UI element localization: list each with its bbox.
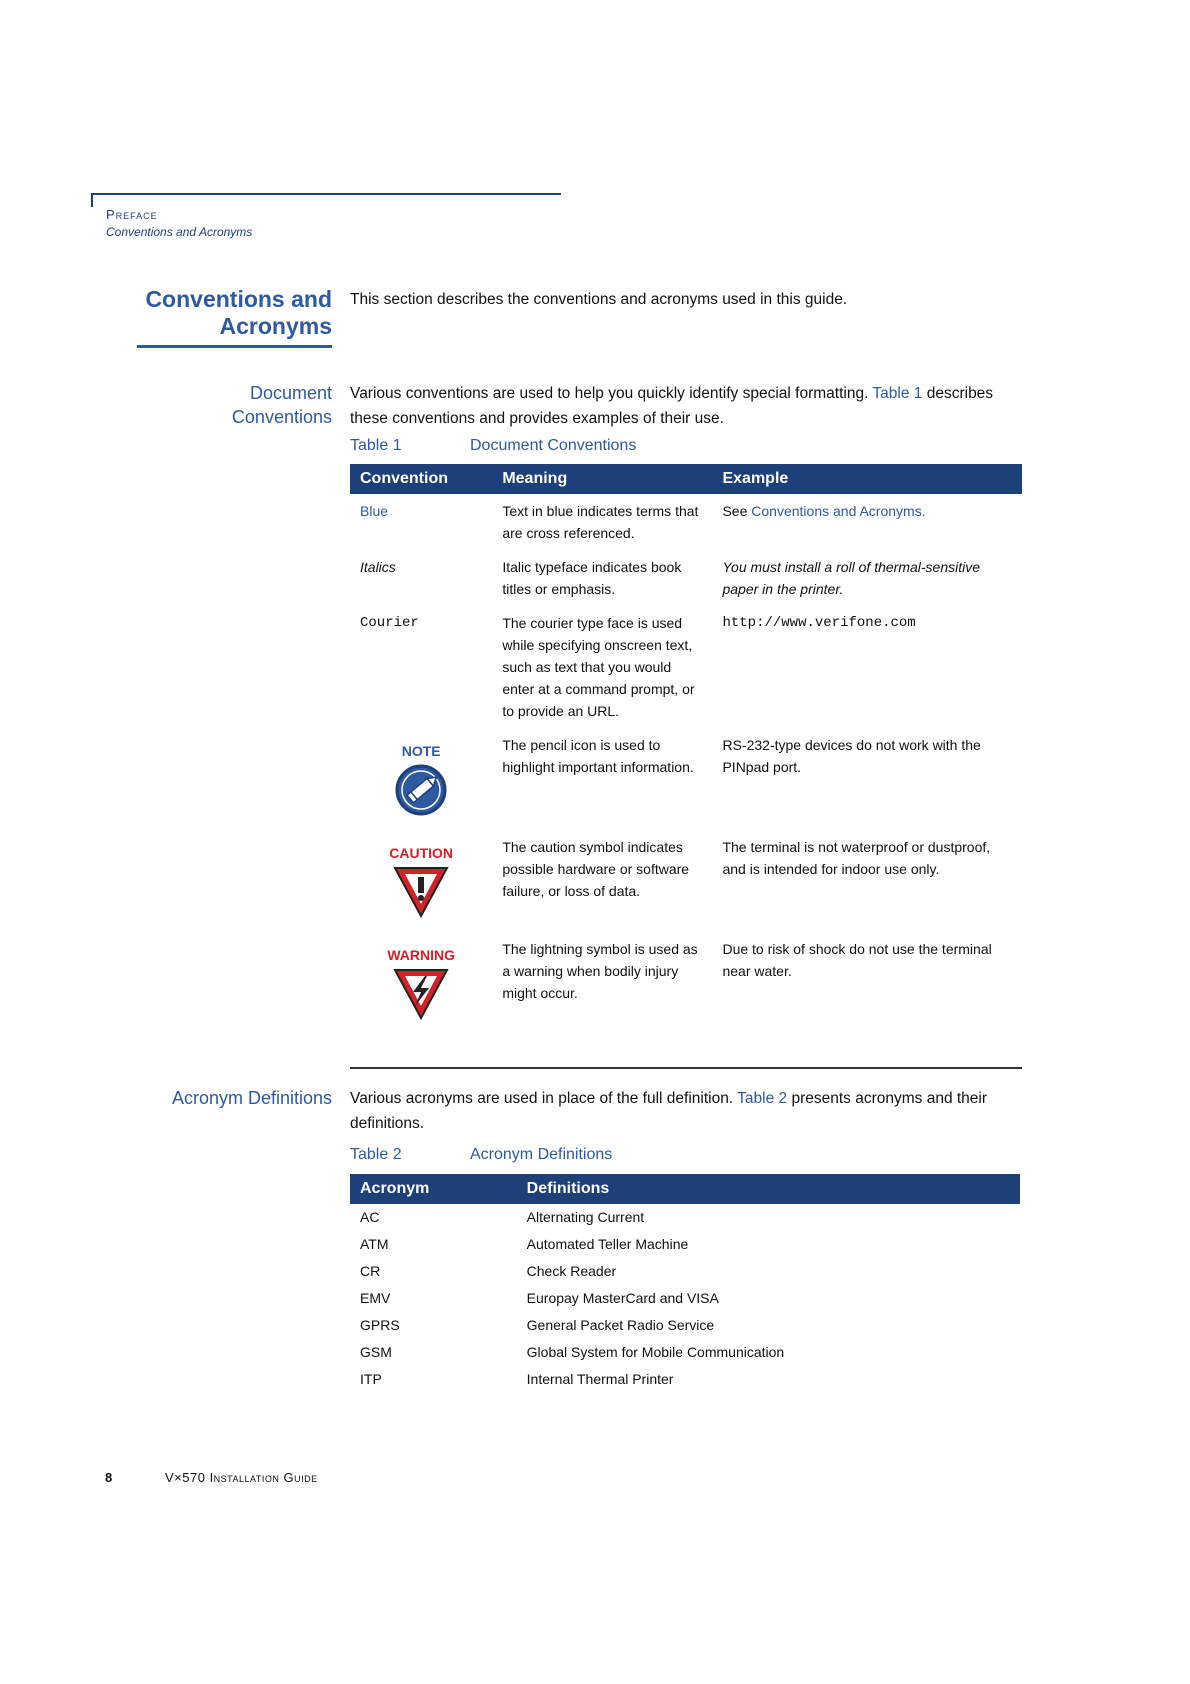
table-row: [350, 728, 1022, 830]
acronym-cell: ITP: [360, 1371, 382, 1387]
table-row: [350, 830, 1022, 932]
doc-conventions-paragraph: [350, 381, 1020, 431]
table-row: [350, 494, 1022, 550]
lightning-warning-icon: [391, 966, 451, 1022]
doc-conventions-heading-line1: Document: [249, 383, 332, 403]
doc-conventions-heading: [120, 381, 332, 429]
header-rule: [91, 193, 561, 195]
acronym-cell: AC: [360, 1209, 380, 1225]
example-cell: The terminal is not waterproof or dustproof, and is intended for indoor use only.: [722, 839, 991, 877]
section-heading: [120, 286, 332, 340]
section-heading-rule: [137, 345, 332, 348]
example-cell: You must install a roll of thermal-sensitive paper in the printer.: [722, 559, 981, 597]
table-row: [350, 1204, 1020, 1231]
caution-label: CAUTION: [389, 845, 454, 861]
acronym-text: Various acronyms are used in place of the full definition.: [350, 1090, 734, 1107]
definition-cell: Check Reader: [526, 1263, 617, 1279]
doc-conventions-text-end: describes these conventions and provides examples of their use.: [350, 385, 994, 427]
section-heading-line2: Acronyms: [219, 313, 332, 339]
header-rule-tick: [91, 193, 93, 207]
meaning-cell: The lightning symbol is used as a warning when bodily injury might occur.: [502, 941, 698, 1001]
table-row: [350, 1258, 1020, 1285]
example-cell: [712, 494, 1022, 550]
table1-caption-title: Document Conventions: [470, 437, 637, 454]
acronym-cell: ATM: [360, 1236, 389, 1252]
table2-caption-title: Acronym Definitions: [470, 1146, 613, 1163]
note-label: NOTE: [401, 743, 441, 759]
section-heading-line1: Conventions and: [145, 286, 332, 312]
acronym-cell: CR: [360, 1263, 381, 1279]
header-chapter: Preface: [106, 207, 158, 222]
column-header-example: Example: [712, 464, 1022, 494]
column-header-definitions: Definitions: [517, 1174, 1020, 1204]
convention-cell: Italics: [360, 559, 396, 575]
table-row: [350, 1231, 1020, 1258]
table1-bottom-rule: [350, 1067, 1022, 1069]
table-row: [350, 1339, 1020, 1366]
example-cell: Due to risk of shock do not use the terminal near water.: [722, 941, 992, 979]
conventions-link[interactable]: Conventions and Acronyms.: [751, 503, 926, 519]
definition-cell: Europay MasterCard and VISA: [526, 1290, 719, 1306]
example-cell: http://www.verifone.com: [722, 615, 916, 631]
acronym-text-end: presents acronyms and their definitions.: [350, 1090, 988, 1132]
table-row: [350, 1366, 1020, 1393]
column-header-acronym: Acronym: [350, 1174, 517, 1204]
meaning-cell: Italic typeface indicates book titles or emphasis.: [502, 559, 682, 597]
section-intro: This section describes the conventions and acronyms used in this guide.: [350, 291, 848, 308]
table2-link[interactable]: Table 2: [737, 1090, 788, 1107]
acronym-cell: GSM: [360, 1344, 392, 1360]
table-row: [350, 550, 1022, 606]
definition-cell: Automated Teller Machine: [526, 1236, 689, 1252]
warning-label: WARNING: [387, 947, 455, 963]
definition-cell: Internal Thermal Printer: [526, 1371, 674, 1387]
acronym-cell: EMV: [360, 1290, 391, 1306]
acronym-heading: Acronym Definitions: [171, 1088, 332, 1108]
table2-caption: [350, 1146, 612, 1164]
meaning-cell: The pencil icon is used to highlight important information.: [502, 737, 694, 775]
acronym-paragraph: [350, 1086, 1020, 1136]
convention-cell: Courier: [360, 615, 419, 631]
table-row: [350, 1285, 1020, 1312]
example-prefix: See: [722, 503, 752, 519]
table-row: [350, 932, 1022, 1034]
meaning-cell: Text in blue indicates terms that are cross referenced.: [502, 503, 699, 541]
pencil-note-icon: [393, 762, 449, 818]
convention-cell: Blue: [360, 503, 389, 519]
definition-cell: General Packet Radio Service: [526, 1317, 715, 1333]
acronym-table: [350, 1174, 1020, 1393]
page-number: 8: [105, 1470, 113, 1485]
definition-cell: Global System for Mobile Communication: [526, 1344, 785, 1360]
convention-cell: [350, 728, 492, 830]
table2-caption-number: Table 2: [350, 1146, 402, 1163]
table1-link[interactable]: Table 1: [872, 385, 923, 402]
example-cell: RS-232-type devices do not work with the PINpad port.: [722, 737, 981, 775]
doc-conventions-heading-line2: Conventions: [231, 407, 332, 427]
convention-cell: [350, 830, 492, 932]
column-header-convention: Convention: [350, 464, 492, 494]
definition-cell: Alternating Current: [526, 1209, 645, 1225]
table-row: [350, 1312, 1020, 1339]
table1-caption-number: Table 1: [350, 437, 402, 454]
column-header-meaning: Meaning: [492, 464, 712, 494]
caution-icon: [391, 864, 451, 920]
document-conventions-table: [350, 464, 1022, 1034]
acronym-cell: GPRS: [360, 1317, 400, 1333]
table1-caption: [350, 437, 636, 455]
convention-cell: [350, 932, 492, 1034]
header-section: Conventions and Acronyms: [106, 225, 253, 239]
table-row: [350, 606, 1022, 728]
footer-title: V×570 Installation Guide: [165, 1470, 318, 1485]
meaning-cell: The courier type face is used while specifying onscreen text, such as text that you would enter at a command prompt, or to provide an URL.: [502, 615, 695, 719]
meaning-cell: The caution symbol indicates possible hardware or software failure, or loss of data.: [502, 839, 690, 899]
doc-conventions-text: Various conventions are used to help you quickly identify special formatting.: [350, 385, 869, 402]
